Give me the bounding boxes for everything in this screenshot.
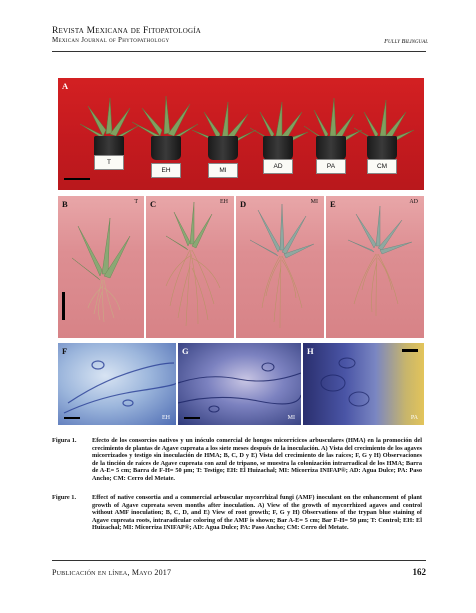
figure-panel-h (303, 343, 424, 425)
figure-caption-es (52, 437, 426, 483)
edition-label: Fully Bilingual (384, 38, 428, 45)
treatment-tag: EH (220, 199, 228, 205)
panel-label-h: H (307, 346, 314, 356)
figure-panel-d (236, 196, 324, 338)
micrograph-illustration (303, 343, 424, 425)
panel-label-c: C (150, 199, 157, 209)
journal-title-en: Mexican Journal of Phytopathology (52, 35, 170, 44)
figure-panel-a (58, 78, 424, 190)
caption-label-es: Figura 1. (52, 437, 77, 444)
treatment-card-ad: AD (263, 159, 293, 174)
treatment-tag: MI (310, 199, 318, 205)
treatment-tag: AD (409, 199, 418, 205)
caption-text-en: Effect of native consortia and a commercial arbuscular mycorrhizal fungi (AMF) inoculant on the enhancement of plant growth of Agave cupreata seven months after inoculation. A) View of the growth of mycorrhized agaves and control without AMF inoculation; B, C, D, and E) View of root growth; F, G y H) Observations of the trypan blue staining of Agave cupreata roots, intraradicular coloring of the AMF is shown; Bar A-E= 5 cm; Bar F-H= 50 µm; T: Control; EH: El Huizachal; MI: Micorriza INIFAP®; AD: Agua Dulce; PA: Paso Ancho; CM: Cerro del Metate. (92, 494, 422, 532)
figure-panel-c (146, 196, 234, 338)
pot (151, 136, 181, 160)
treatment-card-mi: MI (208, 163, 238, 178)
panel-label-d: D (240, 199, 247, 209)
figure-panel-g (178, 343, 301, 425)
treatment-card-t: T (94, 155, 124, 170)
scale-bar (64, 417, 80, 420)
caption-label-en: Figure 1. (52, 494, 77, 501)
figure-caption-en (52, 494, 426, 532)
figure-panel-f (58, 343, 176, 425)
pot (316, 136, 346, 160)
header-rule (52, 51, 426, 52)
figure-panel-b (58, 196, 144, 338)
treatment-card-eh: EH (151, 163, 181, 178)
micrograph-illustration (58, 343, 176, 425)
caption-text-es: Efecto de los consorcios nativos y un inóculo comercial de hongos micorrícicos arbusculares (HMA) en la promoción del crecimiento de plantas de Agave cupreata a los siete meses después de la inoculación. A) Vista del crecimiento de los agaves micorrizados y testigo sin inoculación de HMA; B, C, D y E) Vista del crecimiento de las raíces; F, G y H) Observaciones de la tinción de raíces de Agave cupreata con azul de tripano, se muestra la colonización intrarradical de los HMA; Barra de A-E= 5 cm; Barra de F-H= 50 µm; T: Testigo; EH: El Huizachal; MI: Micorriza INIFAP®; AD: Agua Dulce; PA: Paso Ancho; CM: Cerro del Metate. (92, 437, 422, 482)
journal-header (52, 27, 201, 44)
scale-bar (64, 178, 90, 181)
panel-label-g: G (182, 346, 189, 356)
pot (208, 136, 238, 160)
scale-bar (184, 417, 200, 420)
treatment-tag: T (134, 199, 138, 205)
pot (263, 136, 293, 160)
treatment-tag: EH (162, 415, 170, 421)
pot (367, 136, 397, 160)
scale-bar (62, 292, 65, 320)
treatment-card-cm: CM (367, 159, 397, 174)
root-system-illustration (146, 196, 234, 338)
treatment-tag: PA (410, 415, 418, 421)
panel-label-a: A (62, 81, 69, 91)
figure-panel-e (326, 196, 424, 338)
scale-bar (402, 349, 418, 352)
treatment-card-pa: PA (316, 159, 346, 174)
page-number: 162 (412, 567, 426, 577)
micrograph-illustration (178, 343, 301, 425)
publication-date: Publicación en línea, Mayo 2017 (52, 568, 172, 577)
footer-rule (52, 560, 426, 561)
panel-label-f: F (62, 346, 68, 356)
panel-label-e: E (330, 199, 336, 209)
treatment-tag: MI (287, 415, 295, 421)
root-system-illustration (58, 196, 144, 338)
root-system-illustration (326, 196, 424, 338)
root-system-illustration (236, 196, 324, 338)
journal-title-es: Revista Mexicana de Fitopatología (52, 26, 201, 36)
panel-label-b: B (62, 199, 68, 209)
